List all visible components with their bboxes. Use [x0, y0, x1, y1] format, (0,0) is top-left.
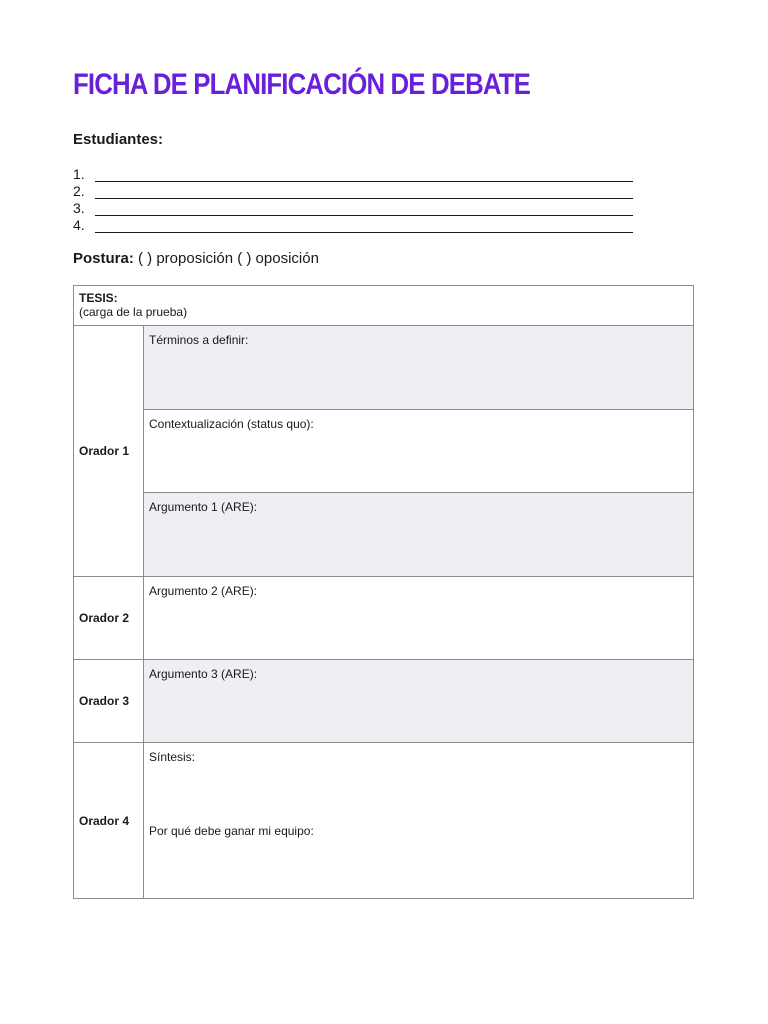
context-label: Contextualización (status quo): [149, 417, 314, 431]
thesis-row [74, 286, 694, 326]
table-row [74, 660, 694, 743]
argument-2-cell[interactable] [144, 577, 694, 660]
speaker-label: Orador 2 [79, 611, 130, 625]
thesis-subtitle: (carga de la prueba) [79, 305, 188, 319]
table-row [74, 326, 694, 410]
students-heading: Estudiantes: [73, 131, 164, 148]
speaker-label: Orador 1 [79, 444, 130, 458]
table-row [74, 493, 694, 577]
argument-3-label: Argumento 3 (ARE): [149, 667, 258, 681]
synthesis-label: Síntesis: [149, 750, 196, 764]
student-line-1[interactable] [73, 165, 633, 182]
student-name-blank[interactable] [95, 169, 633, 182]
speaker-cell-orador-3 [74, 660, 144, 743]
terms-label: Términos a definir: [149, 333, 249, 347]
speaker-cell-orador-1 [74, 326, 144, 577]
thesis-title: TESIS: [79, 291, 118, 305]
speaker-label: Orador 4 [79, 813, 130, 828]
student-number: 1. [73, 166, 85, 182]
student-number: 4. [73, 217, 85, 233]
table-row [74, 410, 694, 493]
argument-1-label: Argumento 1 (ARE): [149, 500, 258, 514]
terms-cell[interactable] [144, 326, 694, 410]
context-cell[interactable] [144, 410, 694, 493]
student-name-blank[interactable] [95, 203, 633, 216]
thesis-cell[interactable] [74, 286, 694, 326]
speaker-cell-orador-2 [74, 577, 144, 660]
argument-2-label: Argumento 2 (ARE): [149, 584, 258, 598]
planning-table [73, 285, 694, 899]
student-name-blank[interactable] [95, 186, 633, 199]
student-line-4[interactable] [73, 216, 633, 233]
why-win-label: Por qué debe ganar mi equipo: [149, 824, 314, 838]
synthesis-cell[interactable] [144, 743, 694, 899]
stance-label: Postura: [73, 250, 134, 267]
student-name-blank[interactable] [95, 220, 633, 233]
student-number: 3. [73, 200, 85, 216]
argument-3-cell[interactable] [144, 660, 694, 743]
stance-line [73, 250, 319, 268]
stance-options[interactable]: ( ) proposición ( ) oposición [138, 250, 319, 267]
student-number: 2. [73, 183, 85, 199]
student-line-2[interactable] [73, 182, 633, 199]
student-list [73, 165, 633, 233]
speaker-cell-orador-4 [74, 743, 144, 899]
table-row [74, 577, 694, 660]
speaker-label: Orador 3 [79, 694, 130, 708]
argument-1-cell[interactable] [144, 493, 694, 577]
student-line-3[interactable] [73, 199, 633, 216]
table-row [74, 743, 694, 899]
page-title: FICHA DE PLANIFICACIÓN DE DEBATE [73, 68, 530, 101]
